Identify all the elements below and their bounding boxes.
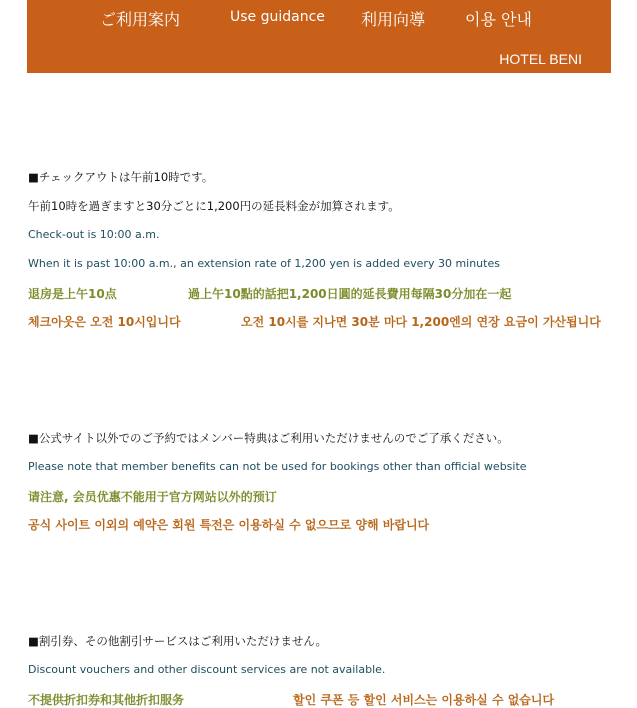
checkout-detail-en: When it is past 10:00 a.m., an extension rate of 1,200 yen is added every 30 minutes [28, 257, 500, 270]
header-title-en: Use guidance [230, 9, 325, 25]
header-title-ko: 이용 안내 [465, 10, 532, 29]
header-title-zh: 利用向導 [361, 10, 426, 29]
discount-notice-zh: 不提供折扣券和其他折扣服务 [28, 693, 185, 707]
checkout-title-jp: ■チェックアウトは午前10時です。 [28, 170, 214, 184]
checkout-title-en: Check-out is 10:00 a.m. [28, 228, 160, 241]
member-notice-jp: ■公式サイト以外でのご予約ではメンバー特典はご利用いただけませんのでご了承ください。 [28, 431, 509, 445]
checkout-title-ko: 체크아웃은 오전 10시입니다 [28, 315, 181, 329]
checkout-detail-zh: 過上午10點的話把1,200日圓的延長費用每隔30分加在一起 [188, 287, 512, 301]
hotel-name: HOTEL BENI [499, 51, 582, 67]
header-title-jp: ご利用案内 [100, 10, 181, 29]
discount-notice-ko: 할인 쿠폰 등 할인 서비스는 이용하실 수 없습니다 [293, 693, 555, 707]
member-notice-en: Please note that member benefits can not be used for bookings other than official website [28, 460, 527, 473]
checkout-detail-ko: 오전 10시를 지나면 30분 마다 1,200엔의 연장 요금이 가산됩니다 [241, 315, 601, 329]
discount-notice-en: Discount vouchers and other discount services are not available. [28, 663, 386, 676]
checkout-detail-jp: 午前10時を過ぎますと30分ごとに1,200円の延長料金が加算されます。 [28, 199, 400, 213]
discount-notice-jp: ■割引券、その他割引サービスはご利用いただけません。 [28, 634, 328, 648]
checkout-title-zh: 退房是上午10点 [28, 287, 117, 301]
header-banner [27, 0, 611, 73]
member-notice-zh: 请注意, 会员优惠不能用于官方网站以外的预订 [28, 490, 277, 504]
member-notice-ko: 공식 사이트 이외의 예약은 회원 특전은 이용하실 수 없으므로 양해 바랍니다 [28, 518, 430, 532]
